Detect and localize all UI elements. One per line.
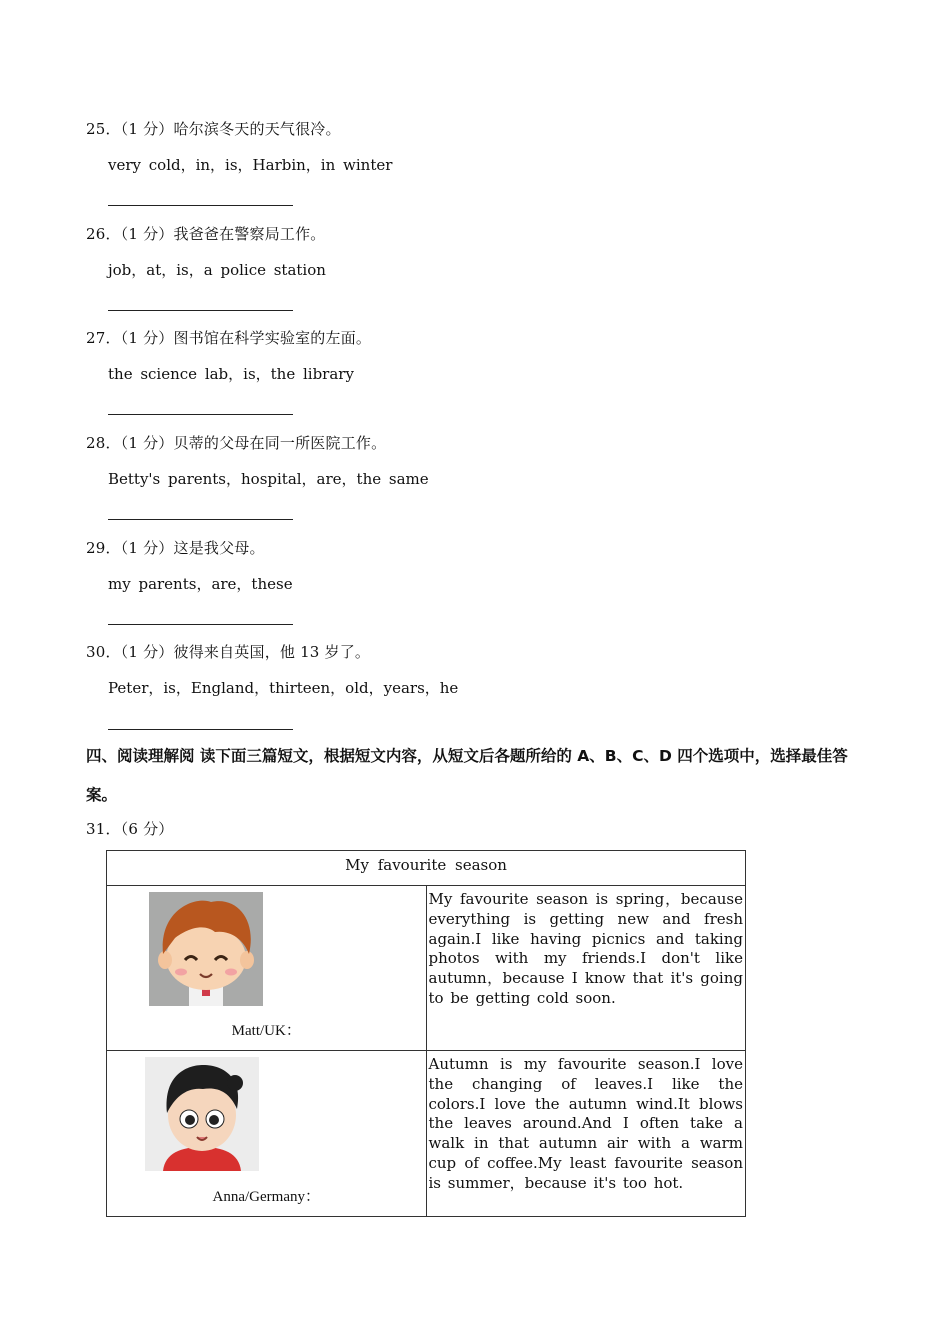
answer-line[interactable] bbox=[108, 624, 293, 625]
question-words: Peter，is，England，thirteen，old，years，he bbox=[108, 679, 459, 697]
question-words: very cold，in，is，Harbin，in winter bbox=[108, 156, 393, 174]
reading-table bbox=[106, 850, 746, 1217]
matt-avatar bbox=[149, 892, 263, 1006]
matt-name: Matt/UK： bbox=[231, 1023, 301, 1039]
answer-line[interactable] bbox=[108, 310, 293, 311]
answer-line[interactable] bbox=[108, 519, 293, 520]
question-label: 30．（1 分）彼得来自英国，他 13 岁了。 bbox=[86, 643, 371, 661]
answer-line[interactable] bbox=[108, 729, 293, 730]
section-heading: 四、阅读理解阅 读下面三篇短文，根据短文内容，从短文后各题所给的 A、B、C、D 四个选项中，选择最佳答案。 bbox=[86, 747, 848, 804]
anna-cell bbox=[107, 1051, 427, 1217]
question-words: my parents，are，these bbox=[108, 575, 293, 593]
answer-line[interactable] bbox=[108, 205, 293, 206]
question-label: 29．（1 分）这是我父母。 bbox=[86, 539, 265, 557]
anna-avatar bbox=[145, 1057, 259, 1171]
question-label: 28．（1 分）贝蒂的父母在同一所医院工作。 bbox=[86, 434, 387, 452]
question-label: 27．（1 分）图书馆在科学实验室的左面。 bbox=[86, 329, 372, 347]
matt-text: My favourite season is spring，because everything is getting new and fresh again.I like having picnics and taking photos with my friends.I don't like autumn，because I know that it's going to be getting cold soon. bbox=[426, 886, 746, 1051]
table-row bbox=[107, 1051, 746, 1217]
table-title: My favourite season bbox=[107, 851, 746, 886]
question-words: the science lab，is，the library bbox=[108, 365, 354, 383]
question-words: Betty's parents，hospital，are，the same bbox=[108, 470, 429, 488]
question-31-label: 31．（6 分） bbox=[86, 820, 174, 838]
table-row bbox=[107, 886, 746, 1051]
matt-cell bbox=[107, 886, 427, 1051]
anna-text: Autumn is my favourite season.I love the changing of leaves.I like the colors.I love the autumn wind.It blows the leaves around.And I often take a walk in that autumn air with a warm cup of coffee.My least favourite season is summer，because it's too hot. bbox=[426, 1051, 746, 1217]
question-words: job，at，is，a police station bbox=[108, 261, 326, 279]
question-label: 26．（1 分）我爸爸在警察局工作。 bbox=[86, 225, 326, 243]
answer-line[interactable] bbox=[108, 414, 293, 415]
question-label: 25．（1 分）哈尔滨冬天的天气很冷。 bbox=[86, 120, 341, 138]
anna-name: Anna/Germany： bbox=[212, 1189, 320, 1205]
